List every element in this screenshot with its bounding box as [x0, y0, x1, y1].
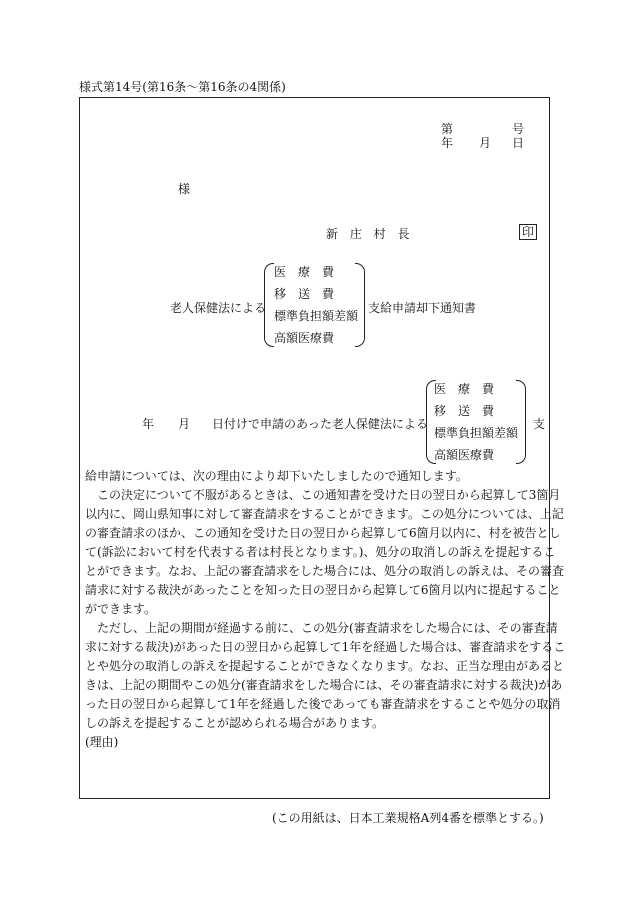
- body-line: とや処分の取消しの訴えを提起することができなくなります。なお、正当な理由があると: [85, 659, 565, 673]
- intro-year: 年: [142, 417, 155, 431]
- title-suffix: 支給申請却下通知書: [368, 301, 477, 315]
- intro-benefit-transfer: 移 送 費: [434, 404, 495, 418]
- form-number: 様式第14号(第16条～第16条の4関係): [79, 80, 286, 94]
- body-line: の審査請求のほか、この通知を受けた日の翌日から起算して6箇月以内に、村を被告とし: [85, 526, 561, 540]
- intro-tail: 支: [533, 417, 546, 431]
- benefit-transfer: 移 送 費: [274, 287, 335, 301]
- body-line: しの訴えを提起することが認められる場合があります。: [85, 716, 385, 730]
- body-line: 求に対する裁決)があった日の翌日から起算して1年を経過した場合は、審査請求をするこ: [85, 640, 566, 654]
- title-benefit-list: [274, 261, 364, 349]
- title-bracket-left: [264, 263, 274, 347]
- body-line: 給申請については、次の理由により却下いたしましたので通知します。: [85, 469, 468, 483]
- body-line: ができます。: [85, 602, 157, 616]
- body-line: 請求に対する裁決があったことを知った日の翌日から起算して6箇月以内に提起すること: [85, 583, 561, 597]
- doc-number-suffix: 号: [512, 122, 525, 136]
- intro-month: 月: [178, 417, 191, 431]
- body-line: 以内に、岡山県知事に対して審査請求をすることができます。この処分については、上記: [85, 507, 564, 521]
- reason-label: (理由): [85, 735, 119, 749]
- intro-text: 日付けで申請のあった老人保健法による: [212, 417, 428, 431]
- intro-benefit-list: [434, 378, 526, 466]
- issuer-name: 新 庄 村 長: [326, 227, 414, 241]
- title-bracket-right: [355, 263, 365, 347]
- intro-benefit-medical: 医 療 費: [434, 382, 495, 396]
- intro-benefit-standard: 標準負担額差額: [434, 426, 519, 440]
- benefit-standard: 標準負担額差額: [274, 309, 359, 323]
- benefit-highcost: 高額医療費: [274, 331, 335, 345]
- date-year: 年: [441, 136, 454, 150]
- seal-mark: 印: [519, 224, 537, 240]
- body-line: て(訴訟において村を代表する者は村長となります。)、処分の取消しの訴えを提起するこ: [85, 545, 556, 559]
- date-month: 月: [479, 136, 492, 150]
- addressee-suffix: 様: [178, 182, 191, 196]
- body-line: きは、上記の期間やこの処分(審査請求をした場合には、その審査請求に対する裁決)があ: [85, 678, 563, 692]
- footer-note: (この用紙は、日本工業規格A列4番を標準とする。): [272, 811, 544, 825]
- body-line: この決定について不服があるときは、この通知書を受けた日の翌日から起算して3箇月: [85, 488, 561, 502]
- title-prefix: 老人保健法による: [170, 301, 267, 315]
- body-line: った日の翌日から起算して1年を経過した後であっても審査請求をすることや処分の取消: [85, 697, 561, 711]
- intro-bracket-right: [516, 380, 526, 464]
- body-line: とができます。なお、上記の審査請求をした場合には、処分の取消しの訴えは、その審査: [85, 564, 565, 578]
- intro-benefit-highcost: 高額医療費: [434, 448, 495, 462]
- benefit-medical: 医 療 費: [274, 265, 335, 279]
- body-line: ただし、上記の期間が経過する前に、この処分(審査請求をした場合には、その審査請: [85, 621, 558, 635]
- date-day: 日: [512, 136, 525, 150]
- doc-number-label: 第: [441, 122, 454, 136]
